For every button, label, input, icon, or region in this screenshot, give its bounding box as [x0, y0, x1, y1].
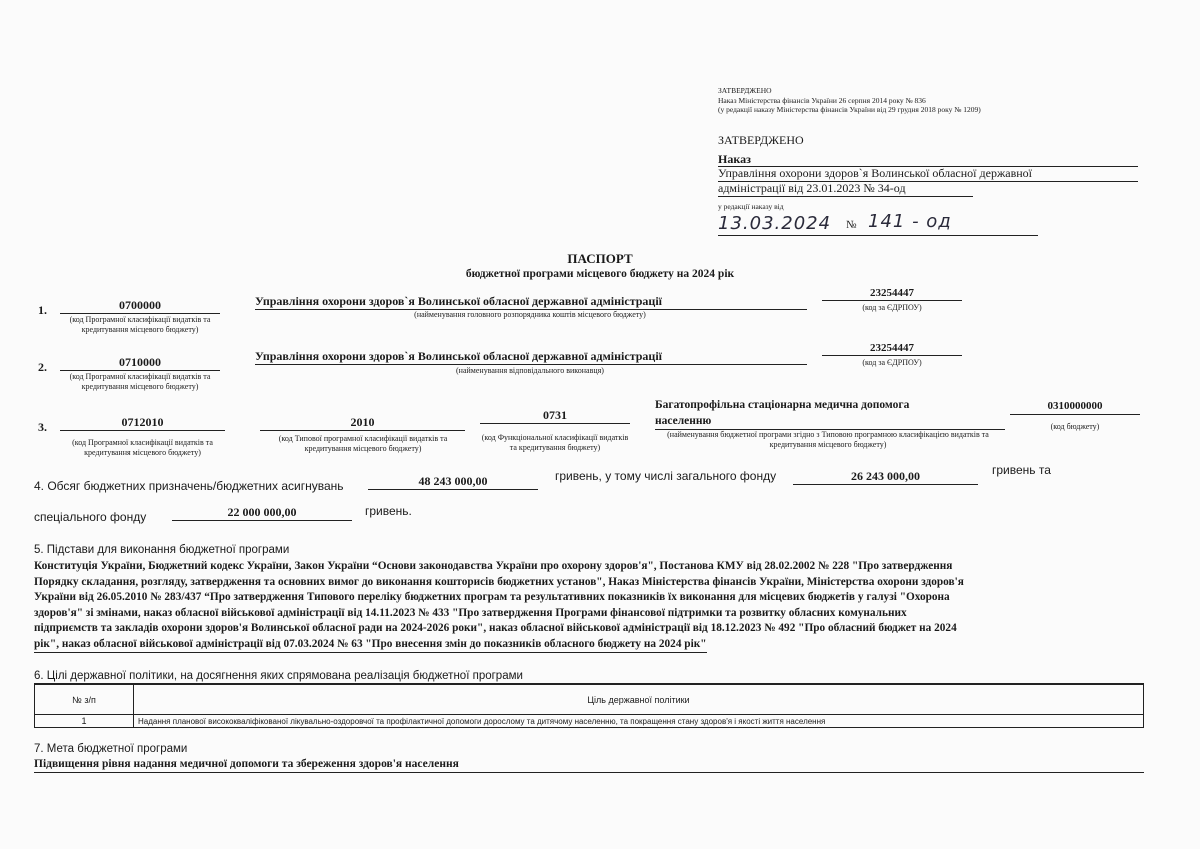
row2-code: 0710000 — [60, 354, 220, 371]
special-fund-label: спеціального фонду — [34, 510, 147, 524]
legal-basis-line: рік", наказ обласної військової адміністрації від 07.03.2024 № 63 "Про внесення змін до показників обласного бюджету на 2024 рік" — [34, 637, 707, 654]
section4-mid-text: гривень, у тому числі загального фонду — [555, 469, 777, 483]
section4-end-text: гривень та — [992, 463, 1051, 477]
row1-edrpou-caption: (код за ЄДРПОУ) — [862, 303, 922, 312]
row1-code: 0700000 — [60, 297, 220, 314]
row3-functional-code: 0731 — [480, 407, 630, 424]
passport-title: ПАСПОРТ — [567, 251, 633, 266]
handwritten-line — [718, 213, 1038, 236]
row2-name-caption: (найменування відповідального виконавця) — [456, 366, 604, 375]
row3-functional-caption: (код Функціональної класифікації видатків та кредитування бюджету) — [481, 433, 629, 452]
goal-text: Надання планової висококваліфікованої лікувально-оздоровчої та профілактичної допомоги дорослому та дитячому населенню, та покращення стану здоров'я і якості життя населення — [134, 715, 1144, 728]
row3-budget-caption: (код бюджету) — [1050, 422, 1100, 431]
row3-typical-caption: (код Типової програмної класифікації видатків та кредитування місцевого бюджету) — [278, 434, 448, 453]
row3-name-caption: (найменування бюджетної програми згідно з Типовою програмною класифікацією видатків та кредитування місцевого бюджету) — [667, 430, 989, 449]
special-fund-end: гривень. — [365, 504, 412, 518]
col-num-header: № з/п — [35, 685, 134, 715]
row1-number: 1. — [38, 303, 47, 317]
section4-label: 4. Обсяг бюджетних призначень/бюджетних асигнувань — [34, 479, 344, 493]
legal-basis-line: Порядку складання, розгляду, затвердження та основних вимог до виконання кошторисів бюджетних установ", Наказ Міністерства фінансів України, Міністерства охорони здоров'я — [34, 575, 964, 588]
row1-code-caption: (код Програмної класифікації видатків та кредитування місцевого бюджету) — [69, 315, 211, 334]
row3-typical-code: 2010 — [260, 414, 465, 431]
row2-edrpou-caption: (код за ЄДРПОУ) — [862, 358, 922, 367]
general-fund-amount: 26 243 000,00 — [793, 468, 978, 485]
special-fund-amount: 22 000 000,00 — [172, 504, 352, 521]
section7-heading: 7. Мета бюджетної програми — [34, 743, 188, 755]
legal-basis-line: підприємств та закладів охорони здоров'я Волинської обласної ради на 2024-2026 роки", наказ обласної військової адміністрації від 18.12.2023 № 492 "Про обласний бюджет на 2024 — [34, 622, 957, 634]
row3-number: 3. — [38, 420, 47, 434]
row1-edrpou: 23254447 — [822, 286, 962, 301]
row2-name: Управління охорони здоров`я Волинської обласної державної адміністрації — [255, 348, 807, 365]
ministry-order-line2: (у редакції наказу Міністерства фінансів України від 29 грудня 2018 року № 1209) — [718, 105, 981, 114]
legal-basis-line: Конституція України, Бюджетний кодекс України, Закон України “Основи законодавства України про охорону здоров'я", Постанова КМУ від 28.02.2002 № 228 "Про затвердження — [34, 560, 953, 572]
total-amount: 48 243 000,00 — [368, 473, 538, 490]
section5-heading: 5. Підстави для виконання бюджетної програми — [34, 544, 290, 556]
row3-code: 0712010 — [60, 414, 225, 431]
row3-code-caption: (код Програмної класифікації видатків та кредитування місцевого бюджету) — [72, 438, 213, 457]
policy-goals-table — [34, 684, 1144, 728]
col-goal-header: Ціль державної політики — [134, 685, 1144, 715]
row2-code-caption: (код Програмної класифікації видатків та кредитування місцевого бюджету) — [69, 372, 211, 391]
row1-name-caption: (найменування головного розпорядника коштів місцевого бюджету) — [414, 310, 646, 319]
legal-basis-line: здоров'я" зі змінами, наказ обласної військової адміністрації від 14.11.2023 № 433 "Про затвердження Програми фінансової підтримки та розвитку обласних комунальних — [34, 606, 907, 619]
handwritten-number: 141 - од — [868, 211, 952, 232]
approved-title: ЗАТВЕРДЖЕНО — [718, 133, 804, 147]
program-purpose: Підвищення рівня надання медичної допомоги та збереження здоров'я населення — [34, 757, 1144, 773]
row3-name-line2: населенню — [655, 413, 1005, 430]
table-header-row — [35, 685, 1144, 715]
order-word: Наказ — [718, 152, 1138, 167]
number-sign: № — [846, 219, 857, 231]
order-org-line1: Управління охорони здоров`я Волинської обласної державної — [718, 166, 1138, 182]
goal-num: 1 — [35, 715, 134, 728]
handwritten-date: 13.03.2024 — [718, 213, 832, 234]
row3-budget-code: 0310000000 — [1010, 398, 1140, 415]
row3-name-line1: Багатопрофільна стаціонарна медична допомога — [655, 399, 910, 411]
row1-name: Управління охорони здоров`я Волинської обласної державної адміністрації — [255, 293, 807, 310]
row2-edrpou: 23254447 — [822, 341, 962, 356]
approved-small: ЗАТВЕРДЖЕНО — [718, 86, 772, 95]
section5-text — [34, 559, 1154, 653]
order-org-line2: адміністрації від 23.01.2023 № 34-од — [718, 181, 973, 197]
ministry-order-line1: Наказ Міністерства фінансів України 26 серпня 2014 року № 836 — [718, 96, 926, 105]
passport-subtitle: бюджетної програми місцевого бюджету на 2024 рік — [465, 268, 735, 280]
table-row — [35, 715, 1144, 728]
row2-number: 2. — [38, 360, 47, 374]
edition-note: у редакції наказу від — [718, 202, 784, 211]
section6-heading: 6. Цілі державної політики, на досягнення яких спрямована реалізація бюджетної програми — [34, 669, 1144, 684]
legal-basis-line: України від 26.05.2010 № 283/437 “Про затвердження Типового переліку бюджетних програм та результативних показників їх виконання для місцевих бюджетів у галузі "Охорона — [34, 591, 950, 603]
